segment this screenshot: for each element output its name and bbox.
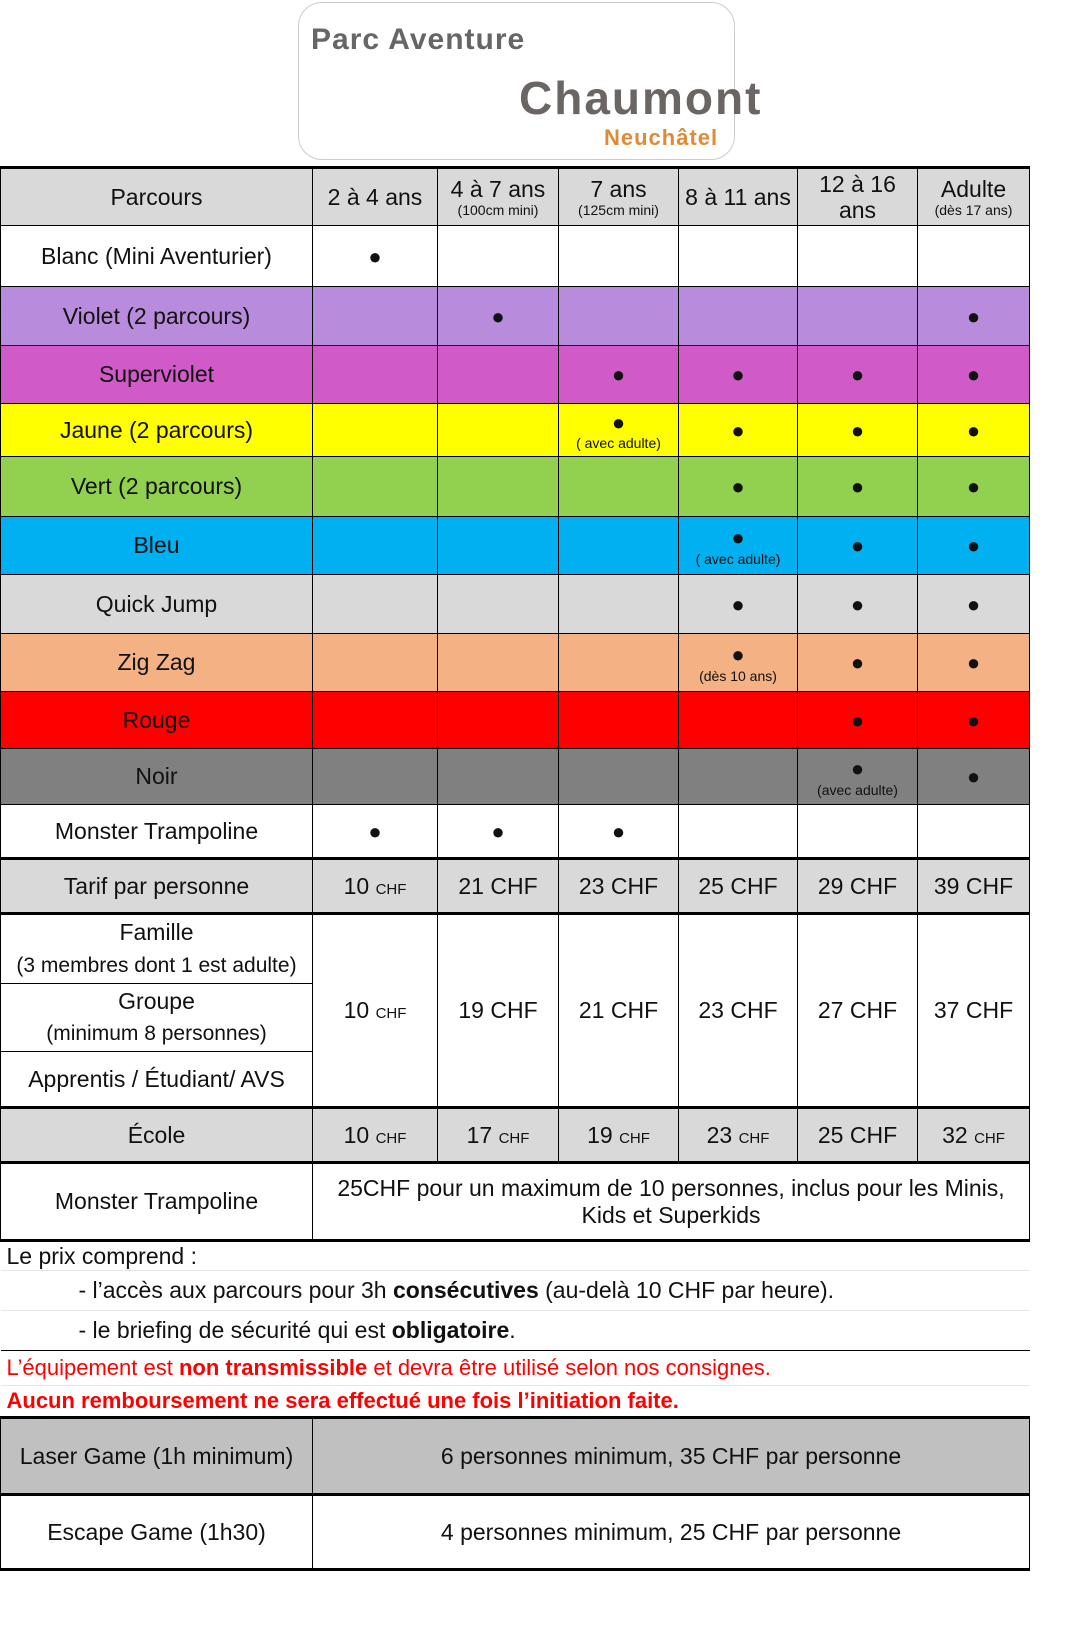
age-cell xyxy=(559,575,679,634)
age-cell xyxy=(559,404,679,457)
age-cell xyxy=(559,517,679,575)
age-cell xyxy=(313,749,438,805)
price-unit: CHF xyxy=(730,997,778,1024)
ecole-row xyxy=(1,1108,1030,1163)
availability-dot-icon: ● xyxy=(731,591,745,617)
note-text: . xyxy=(509,1317,516,1344)
price-value: 25 xyxy=(698,872,724,899)
parcours-label: Violet (2 parcours) xyxy=(62,302,251,329)
parcours-name xyxy=(1,634,313,692)
tarif-label xyxy=(1,859,313,914)
price-value: 23 xyxy=(578,872,605,899)
availability-dot-icon: ● xyxy=(491,303,505,329)
age-cell xyxy=(918,634,1030,692)
header-label: Parcours xyxy=(110,183,203,210)
age-cell xyxy=(918,517,1030,575)
price-unit: CHF xyxy=(375,1005,407,1023)
table-row xyxy=(1,805,1030,859)
warning-line-1 xyxy=(1,1351,1030,1386)
availability-dot-icon: ● xyxy=(966,417,981,443)
availability-dot-icon: ● xyxy=(368,818,382,844)
availability-dot-icon: ● xyxy=(491,818,505,844)
ecole-title: École xyxy=(127,1121,186,1148)
note-bold: consécutives xyxy=(393,1277,539,1304)
price-unit: CHF xyxy=(965,997,1014,1024)
price-cell xyxy=(918,1108,1030,1163)
age-cell xyxy=(559,346,679,404)
price-unit: CHF xyxy=(730,872,778,899)
escape-text: 4 personnes minimum, 25 CHF par personne xyxy=(440,1518,902,1545)
availability-dot-icon: ● xyxy=(850,362,865,388)
age-cell xyxy=(679,749,798,805)
parcours-name xyxy=(1,517,313,575)
age-cell xyxy=(313,517,438,575)
price-value: 32 xyxy=(942,1121,968,1148)
price-value: 37 xyxy=(933,997,960,1024)
parcours-label: Vert (2 parcours) xyxy=(70,473,243,500)
age-cell xyxy=(313,226,438,287)
logo-line3: Neuchâtel xyxy=(604,125,719,150)
age-cell xyxy=(918,404,1030,457)
park-logo xyxy=(298,2,763,160)
note-bold: obligatoire xyxy=(391,1317,510,1344)
availability-dot-icon: ● xyxy=(368,243,382,269)
price-unit: CHF xyxy=(965,872,1014,899)
age-cell xyxy=(679,692,798,749)
price-cell xyxy=(798,1108,918,1163)
age-cell xyxy=(679,457,798,517)
age-cell xyxy=(438,517,559,575)
age-cell xyxy=(313,287,438,346)
parcours-label: Zig Zag xyxy=(117,649,196,676)
age-cell xyxy=(313,457,438,517)
age-cell xyxy=(438,226,559,287)
price-value: 19 xyxy=(458,997,484,1024)
laser-info xyxy=(313,1418,1030,1495)
table-row xyxy=(1,457,1030,517)
price-unit: CHF xyxy=(375,880,407,898)
age-sublabel: (125cm mini) xyxy=(578,202,659,219)
age-cell xyxy=(438,575,559,634)
note-line-1 xyxy=(1,1271,1030,1311)
age-label: Adulte xyxy=(940,175,1007,202)
parcours-name xyxy=(1,749,313,805)
price-cell xyxy=(559,914,679,1108)
age-header xyxy=(798,168,918,226)
note-line-2-cell xyxy=(1,1311,1030,1351)
tarif-row xyxy=(1,859,1030,914)
age-cell xyxy=(438,346,559,404)
price-cell xyxy=(559,859,679,914)
price-cell xyxy=(679,859,798,914)
parcours-name xyxy=(1,692,313,749)
price-value: 19 xyxy=(587,1121,613,1148)
age-cell xyxy=(918,346,1030,404)
age-label: 7 ans xyxy=(590,175,647,202)
price-cell xyxy=(918,914,1030,1108)
availability-dot-icon: ● xyxy=(731,642,745,668)
age-cell xyxy=(313,692,438,749)
reduit-category: Apprentis / Étudiant/ AVS xyxy=(1,1051,312,1106)
tarif-title: Tarif par personne xyxy=(63,872,250,899)
availability-dot-icon: ● xyxy=(731,362,745,388)
age-sublabel: (dès 17 ans) xyxy=(934,202,1013,219)
age-cell xyxy=(798,404,918,457)
price-value: 29 xyxy=(817,872,844,899)
availability-dot-icon: ● xyxy=(966,362,981,388)
age-cell xyxy=(798,346,918,404)
age-header xyxy=(679,168,798,226)
parcours-label: Monster Trampoline xyxy=(54,817,259,844)
cell-note: ( avec adulte) xyxy=(576,435,661,452)
age-header xyxy=(559,168,679,226)
age-cell xyxy=(313,575,438,634)
reduit-category: Groupe xyxy=(1,983,312,1017)
price-cell xyxy=(679,1108,798,1163)
parcours-name xyxy=(1,575,313,634)
price-value: 23 xyxy=(706,1121,733,1148)
price-cell xyxy=(313,859,438,914)
price-cell xyxy=(438,914,559,1108)
age-cell xyxy=(313,346,438,404)
warning-text: et devra être utilisé selon nos consignes. xyxy=(367,1355,771,1381)
parcours-header xyxy=(1,168,313,226)
parcours-label: Superviolet xyxy=(98,361,215,388)
trampoline-label xyxy=(1,1163,313,1241)
price-unit: CHF xyxy=(375,1129,407,1147)
warning-text: L’équipement est xyxy=(6,1355,179,1381)
laser-label xyxy=(1,1418,313,1495)
price-unit: CHF xyxy=(490,872,538,899)
availability-dot-icon: ● xyxy=(966,707,981,733)
reduit-category: (minimum 8 personnes) xyxy=(46,1022,267,1045)
price-value: 27 xyxy=(817,997,844,1024)
price-cell xyxy=(679,914,798,1108)
age-cell xyxy=(918,226,1030,287)
age-header xyxy=(313,168,438,226)
parcours-label: Bleu xyxy=(133,532,180,559)
age-cell xyxy=(559,226,679,287)
escape-label xyxy=(1,1495,313,1570)
age-cell xyxy=(918,692,1030,749)
price-unit: CHF xyxy=(610,997,659,1024)
price-value: 21 xyxy=(458,872,484,899)
price-cell xyxy=(438,859,559,914)
table-row xyxy=(1,346,1030,404)
logo-line1: Parc Aventure xyxy=(311,23,526,56)
laser-title: Laser Game (1h minimum) xyxy=(19,1442,294,1469)
age-cell xyxy=(559,692,679,749)
availability-dot-icon: ● xyxy=(966,303,981,329)
reduit-category: (3 membres dont 1 est adulte) xyxy=(16,954,297,977)
logo-line2: Chaumont xyxy=(519,72,763,124)
table-row xyxy=(1,287,1030,346)
table-row xyxy=(1,692,1030,749)
parcours-name xyxy=(1,226,313,287)
age-cell xyxy=(798,805,918,859)
price-value: 21 xyxy=(578,997,605,1024)
parcours-name xyxy=(1,287,313,346)
availability-dot-icon: ● xyxy=(850,756,865,782)
age-cell xyxy=(438,749,559,805)
age-cell xyxy=(438,457,559,517)
age-cell xyxy=(438,404,559,457)
reduit-row xyxy=(1,914,1030,1108)
trampoline-title: Monster Trampoline xyxy=(54,1188,259,1215)
notes-title: Le prix comprend : xyxy=(6,1242,197,1269)
trampoline-info xyxy=(313,1163,1030,1241)
warning-bold: non transmissible xyxy=(178,1355,368,1381)
age-cell xyxy=(798,517,918,575)
age-cell xyxy=(679,575,798,634)
availability-dot-icon: ● xyxy=(611,362,626,388)
laser-row xyxy=(1,1418,1030,1495)
age-cell xyxy=(679,805,798,859)
pricing-table xyxy=(0,166,1030,1571)
age-cell xyxy=(679,517,798,575)
price-value: 17 xyxy=(466,1121,493,1148)
trampoline-text: 25CHF pour un maximum de 10 personnes, inclus pour les Minis, Kids et Superkids xyxy=(337,1175,1005,1228)
availability-dot-icon: ● xyxy=(850,417,865,443)
availability-dot-icon: ● xyxy=(966,474,981,500)
parcours-label: Quick Jump xyxy=(95,590,218,617)
age-sublabel: (100cm mini) xyxy=(457,202,539,219)
age-cell xyxy=(679,287,798,346)
escape-row xyxy=(1,1495,1030,1570)
age-label: 12 à 16 ans xyxy=(819,170,896,223)
age-cell xyxy=(798,457,918,517)
age-cell xyxy=(313,805,438,859)
price-unit: CHF xyxy=(849,997,898,1024)
availability-dot-icon: ● xyxy=(731,474,745,500)
price-cell xyxy=(798,914,918,1108)
availability-dot-icon: ● xyxy=(966,591,981,617)
age-cell xyxy=(798,749,918,805)
availability-dot-icon: ● xyxy=(850,474,865,500)
price-value: 10 xyxy=(343,997,370,1024)
age-cell xyxy=(918,805,1030,859)
price-unit: CHF xyxy=(490,997,538,1024)
age-cell xyxy=(559,457,679,517)
table-row xyxy=(1,749,1030,805)
age-cell xyxy=(918,457,1030,517)
reduit-label xyxy=(1,914,313,1108)
age-cell xyxy=(798,287,918,346)
price-unit: CHF xyxy=(849,872,898,899)
age-cell xyxy=(438,287,559,346)
table-row xyxy=(1,226,1030,287)
price-value: 39 xyxy=(933,872,960,899)
note-text: - le briefing de sécurité qui est xyxy=(78,1317,392,1344)
table-row xyxy=(1,517,1030,575)
age-cell xyxy=(798,692,918,749)
age-label: 4 à 7 ans xyxy=(450,175,546,202)
warning-line-2 xyxy=(1,1386,1030,1418)
availability-dot-icon: ● xyxy=(850,707,865,733)
price-value: 23 xyxy=(698,997,724,1024)
age-cell xyxy=(918,287,1030,346)
parcours-name xyxy=(1,457,313,517)
availability-dot-icon: ● xyxy=(966,533,981,559)
age-cell xyxy=(918,749,1030,805)
price-unit: CHF xyxy=(498,1129,530,1147)
table-row xyxy=(1,575,1030,634)
age-cell xyxy=(679,226,798,287)
warning-line-1-cell xyxy=(1,1351,1030,1386)
parcours-label: Blanc (Mini Aventurier) xyxy=(41,242,272,269)
price-cell xyxy=(559,1108,679,1163)
cell-note: ( avec adulte) xyxy=(695,550,781,567)
age-cell xyxy=(559,634,679,692)
price-cell xyxy=(798,859,918,914)
age-header xyxy=(918,168,1030,226)
availability-dot-icon: ● xyxy=(850,650,865,676)
cell-note: (avec adulte) xyxy=(817,781,898,798)
price-unit: CHF xyxy=(619,1129,650,1147)
trampoline-row xyxy=(1,1163,1030,1241)
age-cell xyxy=(313,634,438,692)
age-cell xyxy=(918,575,1030,634)
age-cell xyxy=(438,634,559,692)
age-label: 2 à 4 ans xyxy=(327,183,423,210)
availability-dot-icon: ● xyxy=(850,533,865,559)
parcours-name xyxy=(1,404,313,457)
availability-dot-icon: ● xyxy=(611,409,626,435)
parcours-label: Rouge xyxy=(122,706,191,733)
parcours-name xyxy=(1,346,313,404)
availability-dot-icon: ● xyxy=(731,417,745,443)
price-unit: CHF xyxy=(974,1129,1005,1147)
warning-line-2-cell xyxy=(1,1386,1030,1418)
header-row xyxy=(1,168,1030,226)
age-cell xyxy=(798,226,918,287)
price-value: 10 xyxy=(343,872,370,899)
notes-title-row-cell xyxy=(1,1241,1030,1271)
notes-title-row xyxy=(1,1241,1030,1271)
availability-dot-icon: ● xyxy=(611,818,626,844)
parcours-label: Jaune (2 parcours) xyxy=(59,416,254,443)
age-cell xyxy=(559,805,679,859)
age-cell xyxy=(438,692,559,749)
age-cell xyxy=(679,634,798,692)
table-row xyxy=(1,404,1030,457)
note-text: - l’accès aux parcours pour 3h xyxy=(78,1277,393,1304)
age-header xyxy=(438,168,559,226)
parcours-label: Noir xyxy=(135,763,178,790)
escape-title: Escape Game (1h30) xyxy=(47,1518,266,1545)
availability-dot-icon: ● xyxy=(850,591,865,617)
ecole-label xyxy=(1,1108,313,1163)
price-cell xyxy=(918,859,1030,914)
availability-dot-icon: ● xyxy=(966,764,981,790)
price-value: 25 xyxy=(817,1121,844,1148)
age-label: 8 à 11 ans xyxy=(685,183,791,210)
price-cell xyxy=(313,1108,438,1163)
availability-dot-icon: ● xyxy=(731,525,745,551)
note-line-1-cell xyxy=(1,1271,1030,1311)
parcours-name xyxy=(1,805,313,859)
price-value: 10 xyxy=(343,1121,370,1148)
age-cell xyxy=(679,346,798,404)
age-cell xyxy=(438,805,559,859)
note-line-2 xyxy=(1,1311,1030,1351)
age-cell xyxy=(798,575,918,634)
price-unit: CHF xyxy=(738,1129,770,1147)
availability-dot-icon: ● xyxy=(966,650,981,676)
age-cell xyxy=(313,404,438,457)
age-cell xyxy=(559,287,679,346)
price-unit: CHF xyxy=(849,1121,898,1148)
laser-text: 6 personnes minimum, 35 CHF par personne xyxy=(440,1442,902,1469)
price-unit: CHF xyxy=(610,872,659,899)
age-cell xyxy=(559,749,679,805)
price-cell xyxy=(313,914,438,1108)
escape-info xyxy=(313,1495,1030,1570)
note-text: (au-delà 10 CHF par heure). xyxy=(538,1277,835,1304)
refund-warning: Aucun remboursement ne sera effectué une fois l’initiation faite. xyxy=(6,1388,679,1414)
reduit-category: Famille xyxy=(119,919,194,945)
table-row xyxy=(1,634,1030,692)
cell-note: (dès 10 ans) xyxy=(699,667,777,684)
price-cell xyxy=(438,1108,559,1163)
age-cell xyxy=(679,404,798,457)
age-cell xyxy=(798,634,918,692)
